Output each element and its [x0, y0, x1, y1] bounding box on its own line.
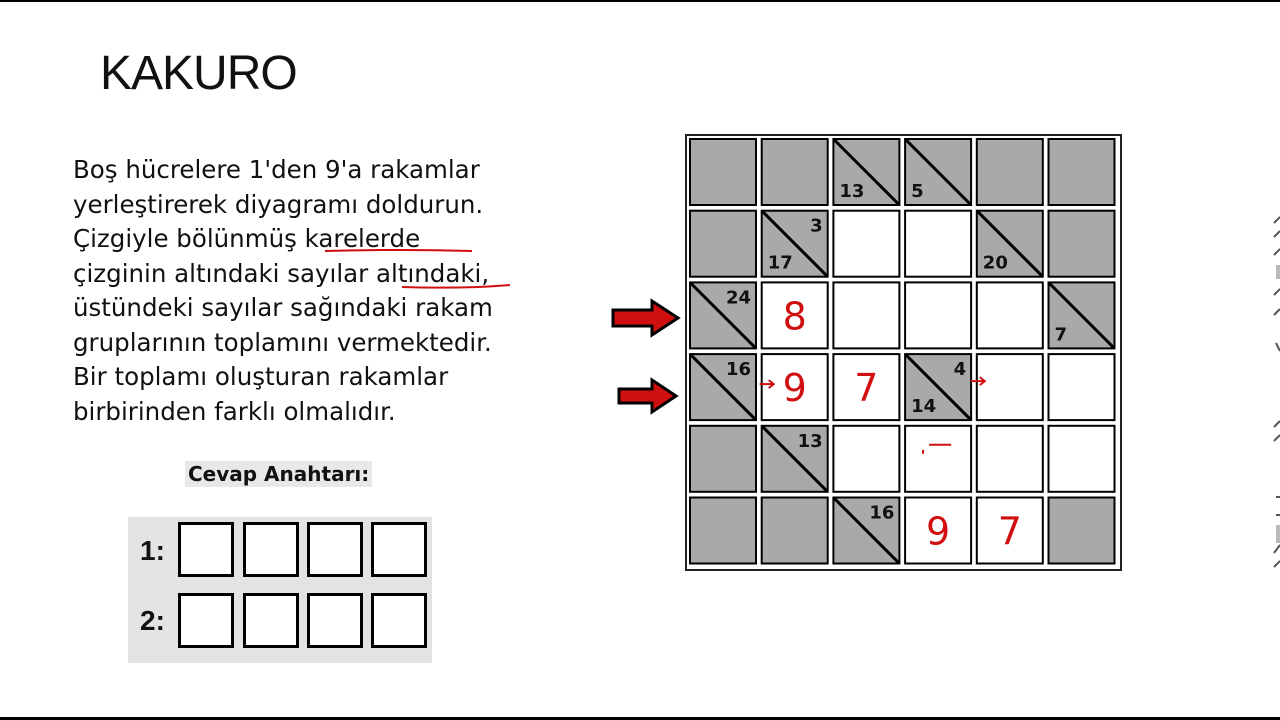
instructions-text [73, 153, 543, 429]
top-border-line [0, 0, 1280, 2]
grid-cell [833, 498, 899, 564]
handwritten-digit: 9 [782, 366, 807, 411]
grid-cell [977, 139, 1043, 205]
block-cell [762, 139, 828, 205]
offscreen-partial-graphic [1262, 215, 1280, 575]
block-cell [1049, 498, 1115, 564]
block-cell [690, 498, 756, 564]
answer-key-panel [128, 517, 432, 663]
down-clue-number: 13 [839, 181, 865, 202]
instruction-line: yerleştirerek diyagramı doldurun. [73, 189, 484, 219]
block-cell [977, 139, 1043, 205]
white-cell [977, 354, 1043, 420]
grid-cell [762, 139, 828, 205]
grid-cell [690, 426, 756, 492]
answer-box[interactable] [371, 593, 427, 648]
answer-box[interactable] [243, 593, 299, 648]
red-arrow-icon [610, 298, 682, 338]
grid-cell [762, 498, 828, 564]
answer-box[interactable] [371, 522, 427, 577]
page-title: KAKURO [100, 47, 297, 100]
answer-box[interactable] [178, 593, 234, 648]
white-cell [1049, 354, 1115, 420]
white-cell [833, 282, 899, 348]
grid-cell[interactable] [833, 354, 899, 420]
grid-cell[interactable] [905, 282, 971, 348]
answer-box[interactable] [243, 522, 299, 577]
down-clue-number: 20 [982, 252, 1008, 274]
answer-key-label: Cevap Anahtarı: [185, 461, 372, 487]
across-clue-number: 4 [953, 359, 967, 381]
block-cell [690, 426, 756, 492]
grid-cell[interactable] [977, 426, 1043, 492]
grid-cell [690, 211, 756, 277]
white-cell [833, 211, 899, 277]
grid-cell[interactable] [977, 282, 1043, 348]
instruction-line: Boş hücrelere 1'den 9'a rakamlar [73, 155, 480, 184]
white-cell [833, 426, 899, 492]
grid-cell[interactable] [905, 426, 971, 492]
across-clue-number: 3 [810, 215, 823, 237]
grid-cell[interactable] [833, 426, 899, 492]
down-clue-number: 14 [911, 396, 937, 418]
grid-cell[interactable] [905, 498, 971, 564]
white-cell [905, 282, 971, 348]
white-cell [905, 426, 971, 492]
instruction-line: birbirinden farklı olmalıdır. [73, 396, 396, 426]
answer-row-label: 2: [140, 605, 165, 636]
grid-cell [690, 139, 756, 205]
grid-cell [905, 139, 971, 205]
answer-row-label: 1: [140, 535, 165, 566]
across-clue-number: 13 [797, 430, 823, 452]
across-clue-number: 16 [725, 359, 751, 381]
white-cell [977, 426, 1043, 492]
down-clue-number: 7 [1054, 324, 1068, 346]
kakuro-grid [685, 134, 1122, 571]
grid-cell [690, 354, 756, 420]
instruction-line: üstündeki sayılar sağındaki rakam [73, 293, 493, 322]
grid-cell[interactable] [762, 354, 828, 420]
grid-cell [690, 498, 756, 564]
instruction-line: Çizgiyle bölünmüş karelerde [73, 224, 421, 253]
grid-cell[interactable] [905, 211, 971, 277]
grid-cell [905, 354, 971, 420]
grid-cell [762, 211, 828, 277]
grid-cell[interactable] [833, 211, 899, 277]
block-cell [1049, 139, 1115, 205]
grid-cell [762, 426, 828, 492]
across-clue-number: 24 [725, 287, 751, 309]
across-clue-number: 16 [869, 502, 895, 524]
down-clue-number: 5 [911, 181, 924, 202]
grid-cell [833, 139, 899, 205]
block-cell [762, 498, 828, 564]
grid-cell[interactable] [1049, 354, 1115, 420]
down-clue-number: 17 [767, 252, 793, 274]
grid-cell [977, 211, 1043, 277]
instruction-line: gruplarının toplamını vermektedir. [73, 327, 492, 357]
kakuro-grid-svg [687, 136, 1120, 569]
instruction-line: çizginin altındaki sayılar altındaki, [73, 258, 490, 288]
grid-cell[interactable] [977, 354, 1043, 420]
answer-box[interactable] [307, 593, 363, 648]
instruction-line: Bir toplamı oluşturan rakamlar [73, 362, 449, 391]
block-cell [1049, 211, 1115, 277]
handwritten-digit: 7 [854, 366, 879, 411]
grid-cell[interactable] [977, 498, 1043, 564]
handwritten-digit: 9 [926, 509, 951, 554]
grid-cell [1049, 139, 1115, 205]
red-arrow-icon [616, 377, 680, 415]
answer-box[interactable] [178, 522, 234, 577]
grid-cell[interactable] [762, 282, 828, 348]
white-cell [905, 211, 971, 277]
handwritten-digit: 7 [997, 509, 1022, 554]
grid-cell[interactable] [1049, 426, 1115, 492]
grid-cell[interactable] [833, 282, 899, 348]
handwritten-digit: 8 [782, 294, 807, 339]
grid-cell [1049, 498, 1115, 564]
block-cell [690, 211, 756, 277]
block-cell [690, 139, 756, 205]
white-cell [1049, 426, 1115, 492]
grid-cell [690, 282, 756, 348]
answer-box[interactable] [307, 522, 363, 577]
white-cell [977, 282, 1043, 348]
grid-cell [1049, 282, 1115, 348]
grid-cell [1049, 211, 1115, 277]
